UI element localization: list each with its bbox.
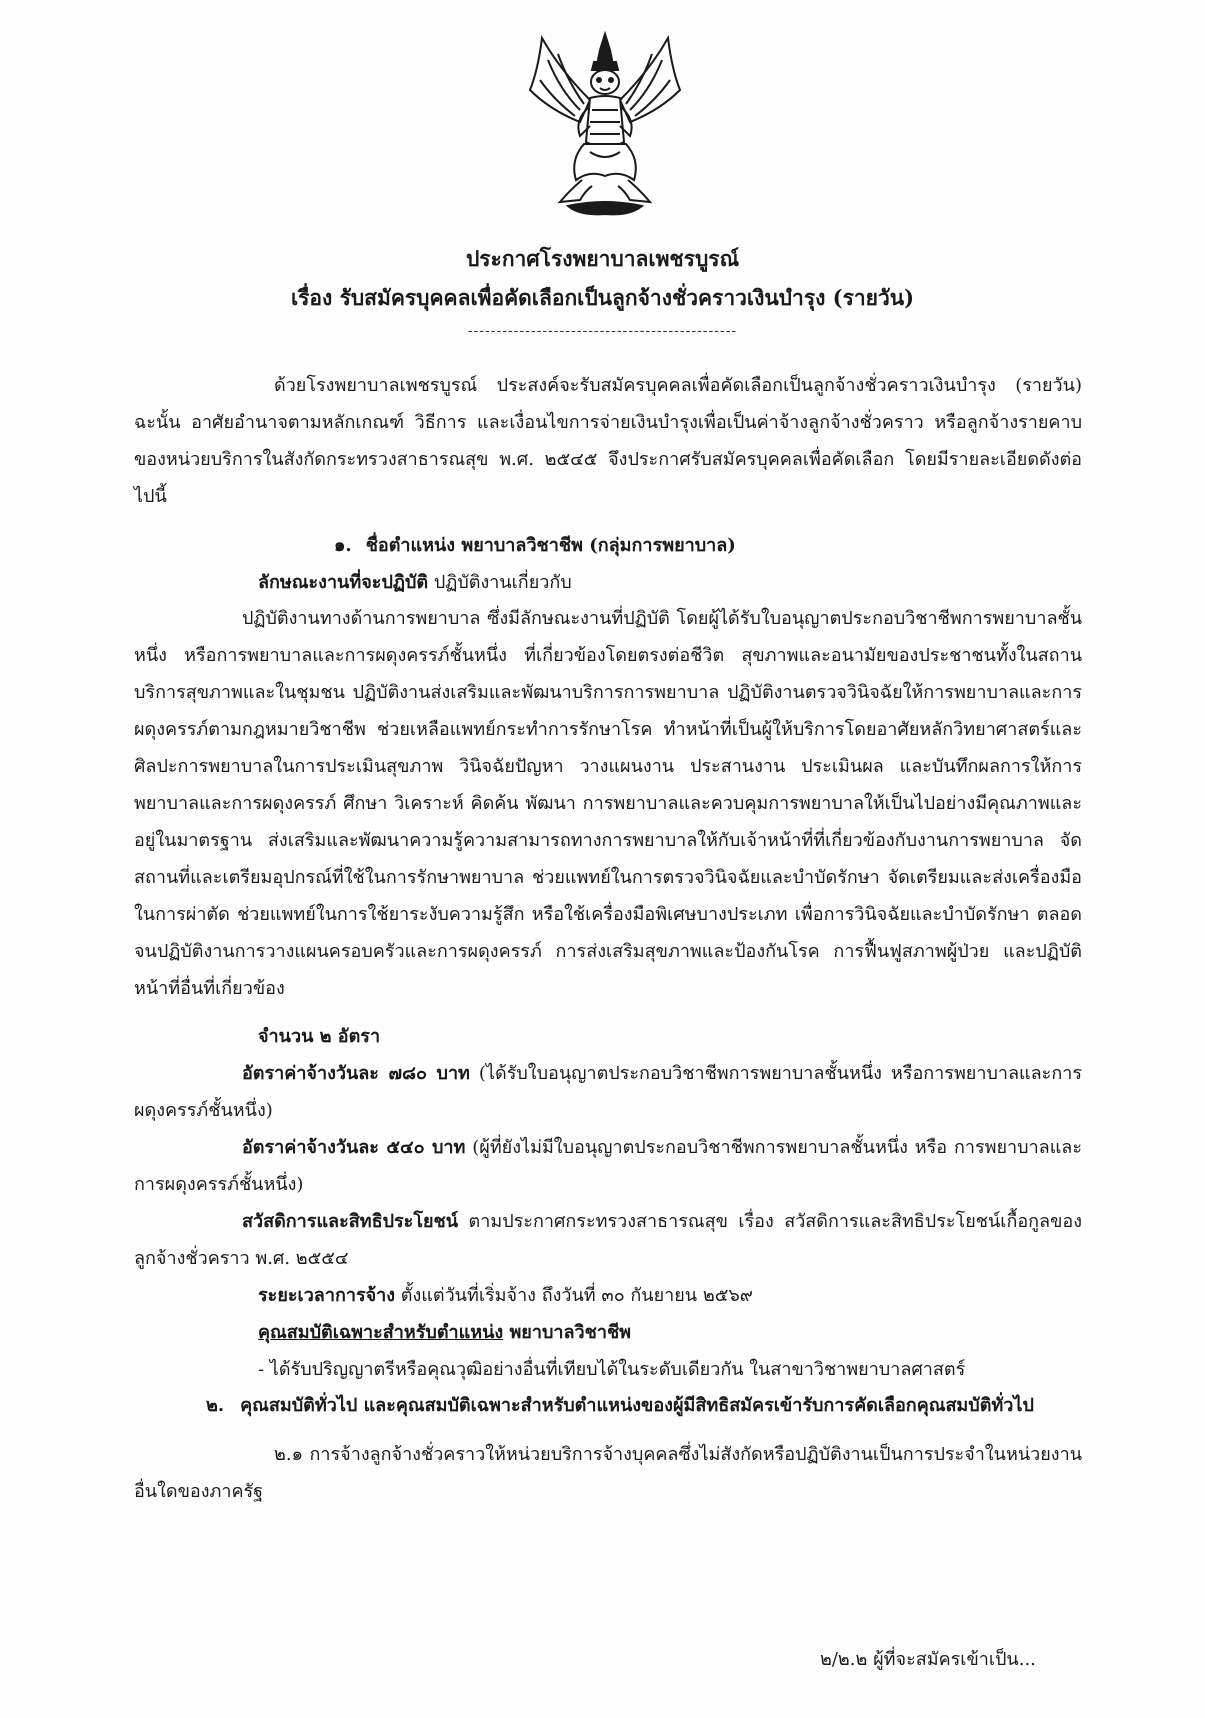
welfare-text: ตามประกาศกระทรวงสาธารณสุข เรื่อง สวัสดิการและสิทธิประโยชน์เกื้อกูลของลูกจ้างชั่วคราว พ.ศ. ๒๕๕๔ [134, 1210, 1082, 1269]
item-1-number: ๑. [334, 534, 352, 556]
wage-1-label: อัตราค่าจ้างวันละ [242, 1063, 379, 1085]
item-1-title: ชื่อตำแหน่ง พยาบาลวิชาชีพ (กลุ่มการพยาบาล) [365, 534, 736, 556]
welfare-line [134, 1204, 1082, 1278]
period-line [134, 1278, 1082, 1315]
welfare-label: สวัสดิการและสิทธิประโยชน์ [242, 1210, 459, 1232]
qualification-position: พยาบาลวิชาชีพ [503, 1321, 632, 1343]
intro-paragraph: ด้วยโรงพยาบาลเพชรบูรณ์ ประสงค์จะรับสมัครบุคคลเพื่อคัดเลือกเป็นลูกจ้างชั่วคราวเงินบำรุง (รายวัน) ฉะนั้น อาศัยอำนาจตามหลักเกณฑ์ วิธีการ และเงื่อนไขการจ่ายเงินบำรุงเพื่อเป็นค่าจ้างลูกจ้างชั่วคราว หรือลูกจ้างรายคาบของหน่วยบริการในสังกัดกระทรวงสาธารณสุข พ.ศ. ๒๕๔๕ จึงประกาศรับสมัครบุคคลเพื่อคัดเลือก โดยมีรายละเอียดดังต่อไปนี้ [134, 375, 1082, 507]
qualification-label: คุณสมบัติเฉพาะสำหรับตำแหน่ง [258, 1321, 504, 1343]
duties-label: ลักษณะงานที่จะปฏิบัติ [258, 571, 429, 593]
duties-line [134, 565, 1082, 602]
wage-1-amount: ๗๘๐ บาท [378, 1063, 470, 1085]
item-1-heading [134, 528, 1082, 565]
announcement-title: ประกาศโรงพยาบาลเพชรบูรณ์ [465, 246, 740, 271]
qualification-item: - ได้รับปริญญาตรีหรือคุณวุฒิอย่างอื่นที่เทียบได้ในระดับเดียวกัน ในสาขาวิชาพยาบาลศาสตร์ [258, 1358, 966, 1380]
item-2-number: ๒. [206, 1395, 225, 1417]
wage-line-2 [134, 1130, 1082, 1204]
period-label: ระยะเวลาการจ้าง [258, 1284, 396, 1306]
duties-intro: ปฏิบัติงานเกี่ยวกับ [433, 571, 572, 593]
wage-2-label: อัตราค่าจ้างวันละ [242, 1137, 379, 1159]
page-continuation: ๒/๒.๒ ผู้ที่จะสมัครเข้าเป็น... [820, 1649, 1036, 1670]
qualification-heading [134, 1315, 1082, 1352]
wage-line-1 [134, 1056, 1082, 1130]
duties-paragraph: ปฏิบัติงานทางด้านการพยาบาล ซึ่งมีลักษณะงานที่ปฏิบัติ โดยผู้ได้รับใบอนุญาตประกอบวิชาชีพการพยาบาลชั้นหนึ่ง หรือการพยาบาลและการผดุงครรภ์ชั้นหนึ่ง ที่เกี่ยวข้องโดยตรงต่อชีวิต สุขภาพและอนามัยของประชาชนทั้งในสถานบริการสุขภาพและในชุมชน ปฏิบัติงานส่งเสริมและพัฒนาบริการการพยาบาล ปฏิบัติงานตรวจวินิจฉัยให้การพยาบาลและการผดุงครรภ์ตามกฎหมายวิชาชีพ ช่วยเหลือแพทย์กระทำการรักษาโรค ทำหน้าที่เป็นผู้ให้บริการโดยอาศัยหลักวิทยาศาสตร์และศิลปะการพยาบาลในการประเมินสุขภาพ วินิจฉัยปัญหา วางแผนงาน ประสานงาน ประเมินผล และบันทึกผลการให้การพยาบาลและการผดุงครรภ์ ศึกษา วิเคราะห์ คิดค้น พัฒนา การพยาบาลและควบคุมการพยาบาลให้เป็นไปอย่างมีคุณภาพและอยู่ในมาตรฐาน ส่งเสริมและพัฒนาความรู้ความสามารถทางการพยาบาลให้กับเจ้าหน้าที่ที่เกี่ยวข้องกับงานการพยาบาล จัดสถานที่และเตรียมอุปกรณ์ที่ใช้ในการรักษาพยาบาล ช่วยแพทย์ในการตรวจวินิจฉัยและบำบัดรักษา จัดเตรียมและส่งเครื่องมือในการผ่าตัด ช่วยแพทย์ในการใช้ยาระงับความรู้สึก หรือใช้เครื่องมือพิเศษบางประเภท เพื่อการวินิจฉัยและบำบัดรักษา ตลอดจนปฏิบัติงานการวางแผนครอบครัวและการผดุงครรภ์ การส่งเสริมสุขภาพและป้องกันโรค การฟื้นฟูสภาพผู้ป่วย และปฏิบัติหน้าที่อื่นที่เกี่ยวข้อง [134, 608, 1082, 999]
wage-2-amount: ๕๔๐ บาท [378, 1137, 466, 1159]
period-text: ตั้งแต่วันที่เริ่มจ้าง ถึงวันที่ ๓๐ กันยายน ๒๕๖๙ [395, 1284, 753, 1306]
item-2-1-paragraph: ๒.๑ การจ้างลูกจ้างชั่วคราวให้หน่วยบริการจ้างบุคคลซึ่งไม่สังกัดหรือปฏิบัติงานเป็นการประจำในหน่วยงานอื่นใดของภาครัฐ [134, 1444, 1082, 1503]
title-divider: ----------------------------------------------- [467, 323, 738, 339]
wage-2-note: (ผู้ที่ยังไม่มีใบอนุญาตประกอบวิชาชีพการพยาบาลชั้นหนึ่ง หรือ การพยาบาลและการผดุงครรภ์ชั้นหนึ่ง) [134, 1137, 1083, 1196]
announcement-body [134, 368, 1082, 1511]
item-2-title: คุณสมบัติทั่วไป และคุณสมบัติเฉพาะสำหรับตำแหน่งของผู้มีสิทธิสมัครเข้ารับการคัดเลือกคุณสมบัติทั่วไป [240, 1395, 1034, 1417]
announcement-subject: เรื่อง รับสมัครบุคคลเพื่อคัดเลือกเป็นลูกจ้างชั่วคราวเงินบำรุง (รายวัน) [290, 285, 915, 310]
item-2-heading [134, 1388, 1082, 1425]
position-count: จำนวน ๒ อัตรา [258, 1026, 381, 1048]
garuda-emblem-icon [520, 30, 690, 220]
wage-1-note: (ได้รับใบอนุญาตประกอบวิชาชีพการพยาบาลชั้นหนึ่ง หรือการพยาบาลและการผดุงครรภ์ชั้นหนึ่ง) [134, 1063, 1082, 1122]
